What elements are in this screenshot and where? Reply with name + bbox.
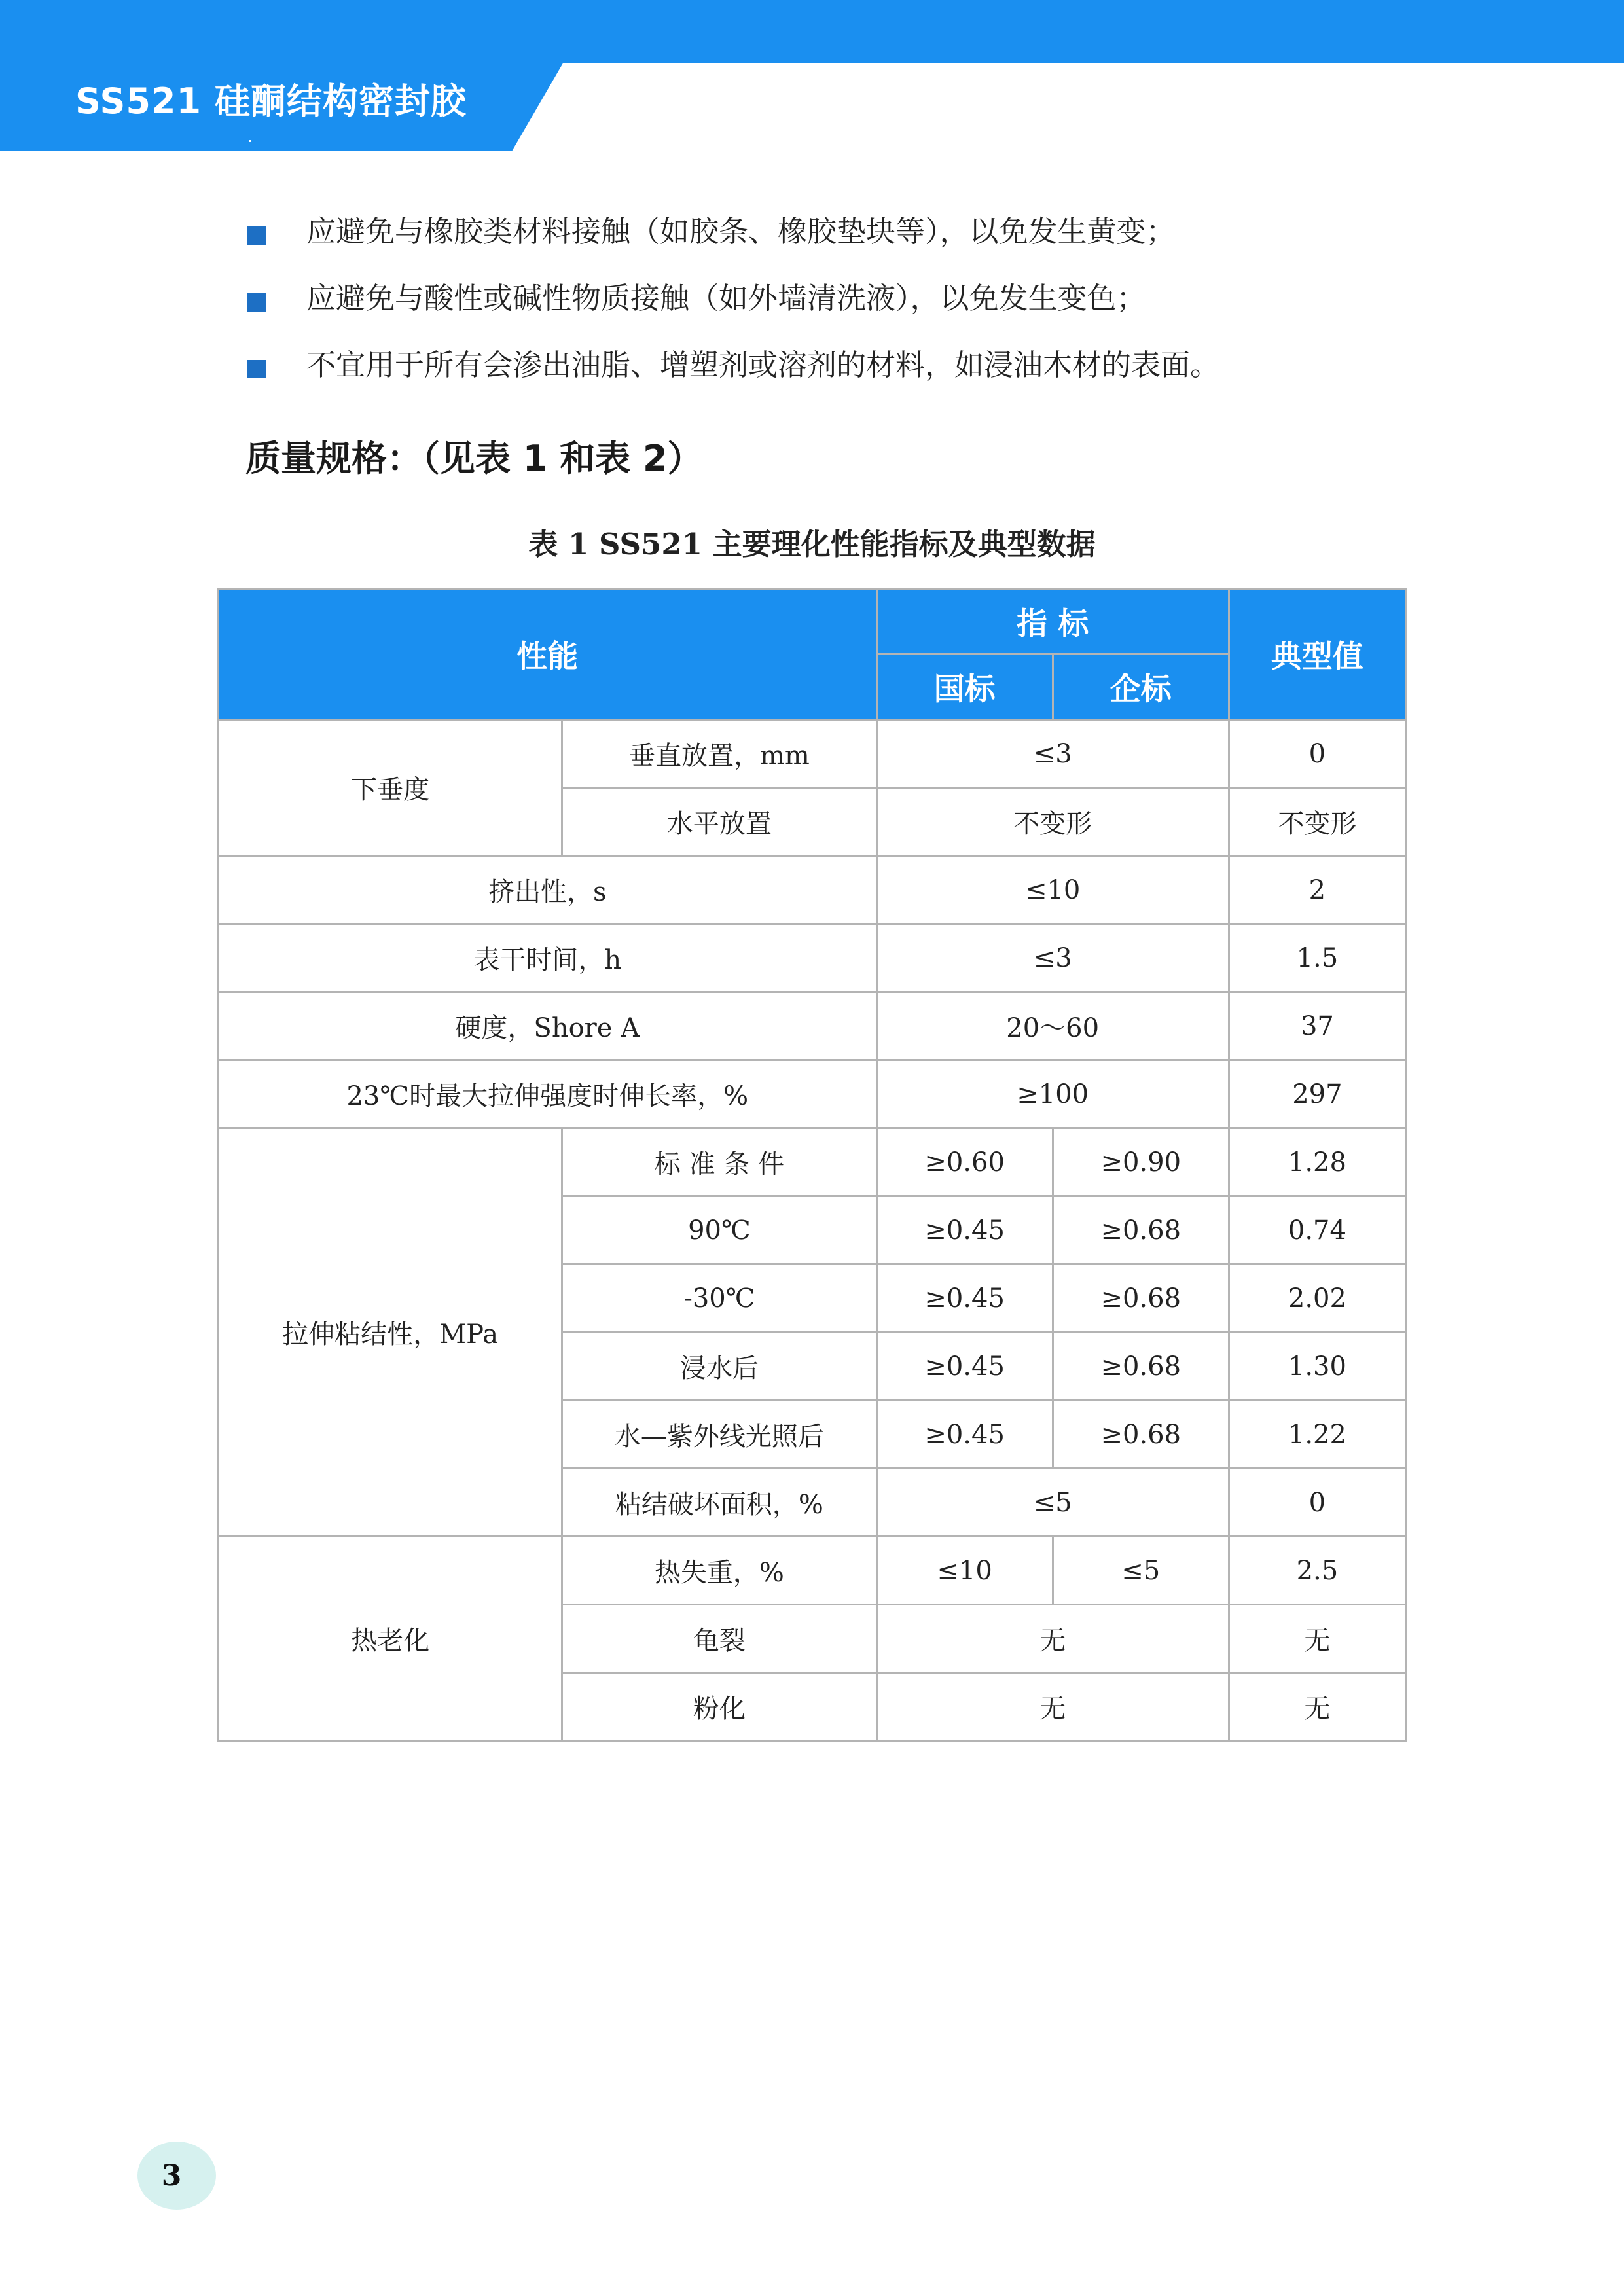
row-label: 硬度，Shore A: [219, 992, 877, 1060]
header-enterprise: 企标: [1053, 655, 1229, 720]
row-label: 水平放置: [562, 788, 876, 856]
list-item-text: 应避免与橡胶类材料接触（如胶条、橡胶垫块等），以免发生黄变；: [306, 214, 1176, 249]
spec-cell: 无: [876, 1673, 1229, 1741]
typical-cell: 0: [1229, 720, 1405, 788]
decorative-dot: [249, 140, 251, 142]
national-cell: ≥0.45: [876, 1333, 1053, 1401]
group-sag: 下垂度: [219, 720, 562, 856]
spec-cell: 20～60: [876, 992, 1229, 1060]
row-label: 粉化: [562, 1673, 876, 1741]
enterprise-cell: ≥0.68: [1053, 1401, 1229, 1469]
row-label: 90℃: [562, 1196, 876, 1265]
typical-cell: 不变形: [1229, 788, 1405, 856]
enterprise-cell: ≥0.68: [1053, 1196, 1229, 1265]
table-row: [219, 1128, 1406, 1196]
spec-table: [217, 588, 1407, 1742]
row-label: 粘结破坏面积，%: [562, 1469, 876, 1537]
table-caption: 表 1 SS521 主要理化性能指标及典型数据: [528, 527, 1096, 562]
spec-cell: 不变形: [876, 788, 1229, 856]
enterprise-cell: ≥0.68: [1053, 1265, 1229, 1333]
row-label: 23℃时最大拉伸强度时伸长率，%: [219, 1060, 877, 1128]
group-heat-aging: 热老化: [219, 1537, 562, 1741]
national-cell: ≥0.45: [876, 1401, 1053, 1469]
national-cell: ≥0.45: [876, 1265, 1053, 1333]
row-label: 水—紫外线光照后: [562, 1401, 876, 1469]
national-cell: ≥0.60: [876, 1128, 1053, 1196]
spec-cell: ≤10: [876, 856, 1229, 924]
row-label: 热失重，%: [562, 1537, 876, 1605]
square-bullet-icon: [247, 226, 266, 245]
square-bullet-icon: [247, 293, 266, 312]
page-number-badge: [137, 2142, 216, 2210]
row-label: 垂直放置，mm: [562, 720, 876, 788]
typical-cell: 0: [1229, 1469, 1405, 1537]
document-title: SS521 硅酮结构密封胶: [75, 81, 467, 122]
typical-cell: 无: [1229, 1605, 1405, 1673]
spec-cell: 无: [876, 1605, 1229, 1673]
typical-cell: 1.22: [1229, 1401, 1405, 1469]
national-cell: ≤10: [876, 1537, 1053, 1605]
typical-cell: 37: [1229, 992, 1405, 1060]
national-cell: ≥0.45: [876, 1196, 1053, 1265]
header-property: 性能: [219, 589, 877, 720]
typical-cell: 2.02: [1229, 1265, 1405, 1333]
header-national: 国标: [876, 655, 1053, 720]
table-row: [219, 992, 1406, 1060]
table-row: [219, 1537, 1406, 1605]
row-label: 表干时间，h: [219, 924, 877, 992]
header-indicator: 指 标: [876, 589, 1229, 655]
typical-cell: 1.5: [1229, 924, 1405, 992]
table-row: [219, 720, 1406, 788]
typical-cell: 1.30: [1229, 1333, 1405, 1401]
typical-cell: 2.5: [1229, 1537, 1405, 1605]
table-row: [219, 1060, 1406, 1128]
spec-cell: ≤5: [876, 1469, 1229, 1537]
spec-cell: ≤3: [876, 924, 1229, 992]
list-item: [247, 342, 1491, 408]
enterprise-cell: ≤5: [1053, 1537, 1229, 1605]
row-label: 浸水后: [562, 1333, 876, 1401]
typical-cell: 297: [1229, 1060, 1405, 1128]
precautions-list: [247, 208, 1491, 408]
typical-cell: 无: [1229, 1673, 1405, 1741]
section-heading: 质量规格：（见表 1 和表 2）: [245, 438, 703, 479]
header-typical: 典型值: [1229, 589, 1405, 720]
table-row: [219, 856, 1406, 924]
list-item: [247, 208, 1491, 275]
square-bullet-icon: [247, 360, 266, 378]
list-item-text: 应避免与酸性或碱性物质接触（如外墙清洗液），以免发生变色；: [306, 281, 1146, 315]
table-row: [219, 924, 1406, 992]
enterprise-cell: ≥0.68: [1053, 1333, 1229, 1401]
group-tensile-adhesion: 拉伸粘结性，MPa: [219, 1128, 562, 1537]
page-number: 3: [161, 2159, 182, 2193]
row-label: 标 准 条 件: [562, 1128, 876, 1196]
typical-cell: 0.74: [1229, 1196, 1405, 1265]
list-item-text: 不宜用于所有会渗出油脂、增塑剂或溶剂的材料，如浸油木材的表面。: [306, 348, 1220, 382]
row-label: -30℃: [562, 1265, 876, 1333]
enterprise-cell: ≥0.90: [1053, 1128, 1229, 1196]
spec-cell: ≤3: [876, 720, 1229, 788]
typical-cell: 1.28: [1229, 1128, 1405, 1196]
typical-cell: 2: [1229, 856, 1405, 924]
list-item: [247, 275, 1491, 342]
row-label: 挤出性，s: [219, 856, 877, 924]
row-label: 龟裂: [562, 1605, 876, 1673]
spec-cell: ≥100: [876, 1060, 1229, 1128]
